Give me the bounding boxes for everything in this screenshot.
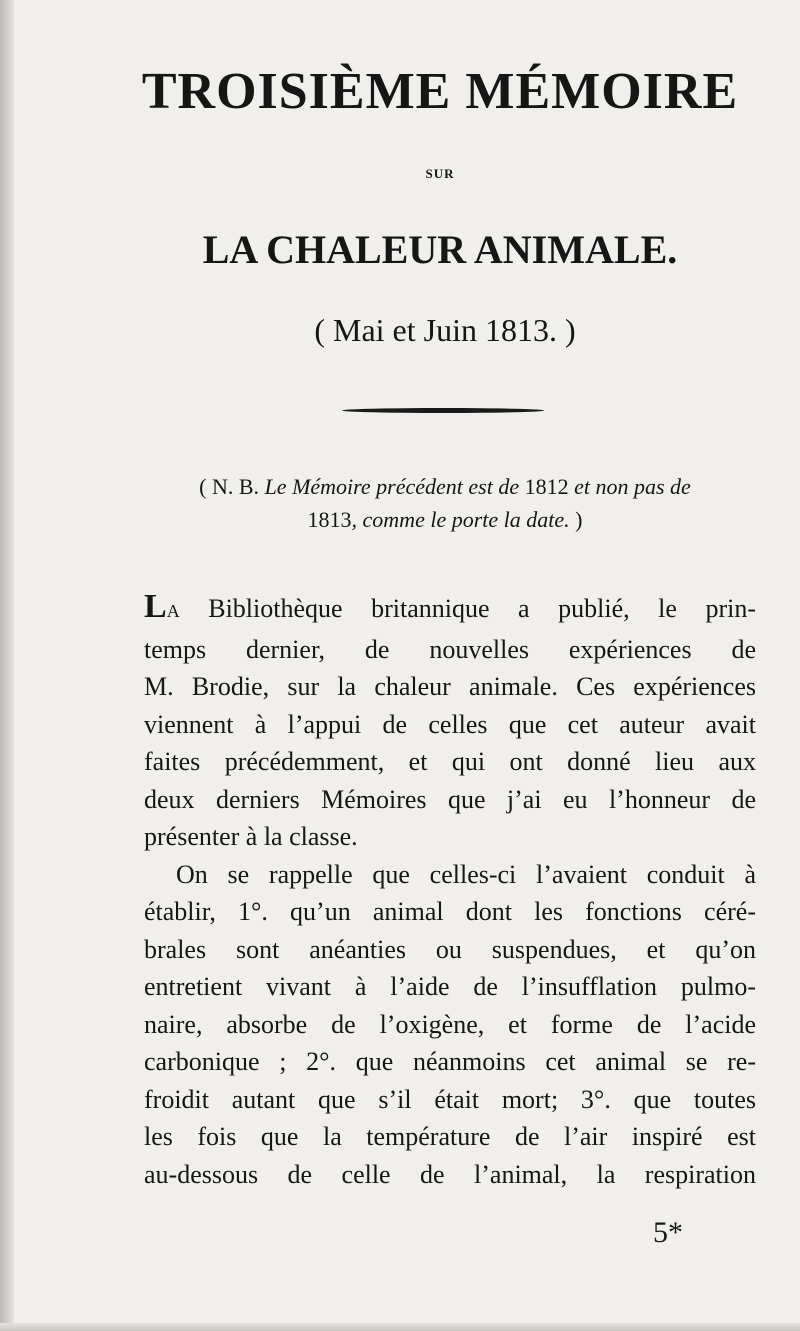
drop-cap: L: [144, 588, 167, 625]
drop-cap-lead: A: [166, 601, 180, 621]
body-line: au-dessous de celle de l’animal, la respiration: [144, 1159, 756, 1189]
page-left-edge: [0, 0, 14, 1331]
body-line: faites précédemment, et qui ont donné lieu aux: [144, 747, 756, 776]
memoir-subtitle: LA CHALEUR ANIMALE.: [202, 227, 678, 272]
body-line: viennent à l’appui de celles que cet auteur avait: [144, 709, 756, 739]
note-open: ( N. B.: [199, 474, 265, 499]
page-bottom-edge: [0, 1323, 800, 1331]
body-line: deux derniers Mémoires que j’ai eu l’honneur de: [144, 784, 756, 814]
body-line: naire, absorbe de l’oxigène, et forme de l’acide: [144, 1009, 756, 1039]
title-connector: SUR: [425, 166, 455, 181]
memoir-date: ( Mai et Juin 1813. ): [314, 312, 576, 348]
paragraph-1: [144, 588, 756, 856]
editorial-note: [140, 470, 750, 536]
line-text: Bibliothèque britannique a publié, le prin-: [179, 594, 756, 623]
paragraph-2: [144, 856, 756, 1194]
note-italic-1: Le Mémoire précédent est de: [264, 474, 525, 499]
body-line: carbonique ; 2°. que néanmoins cet animal se re-: [144, 1047, 756, 1076]
body-text: [144, 588, 756, 1193]
body-line: M. Brodie, sur la chaleur animale. Ces expériences: [144, 672, 756, 701]
body-line: temps dernier, de nouvelles expériences de: [144, 634, 756, 664]
memoir-title: TROISIÈME MÉMOIRE: [141, 63, 739, 120]
body-line: [144, 588, 756, 631]
note-close: ): [569, 507, 583, 532]
body-line: On se rappelle que celles-ci l’avaient conduit à: [176, 859, 756, 889]
note-year-1: 1812: [524, 474, 569, 499]
body-line: établir, 1°. qu’un animal dont les fonctions céré-: [144, 897, 756, 926]
body-line: présenter à la classe.: [144, 822, 358, 851]
body-line: entretient vivant à l’aide de l’insufflation pulmo-: [144, 972, 756, 1001]
body-line: brales sont anéanties ou suspendues, et qu’on: [144, 934, 756, 964]
ornamental-rule: [342, 408, 544, 413]
note-year-2: 1813: [307, 507, 352, 532]
body-line: les fois que la température de l’air inspiré est: [144, 1122, 756, 1151]
signature-mark: 5*: [653, 1216, 683, 1249]
note-italic-3: , comme le porte la date.: [351, 507, 570, 532]
body-line: froidit autant que s’il était mort; 3°. que toutes: [144, 1084, 756, 1114]
note-italic-2: et non pas de: [568, 474, 691, 499]
